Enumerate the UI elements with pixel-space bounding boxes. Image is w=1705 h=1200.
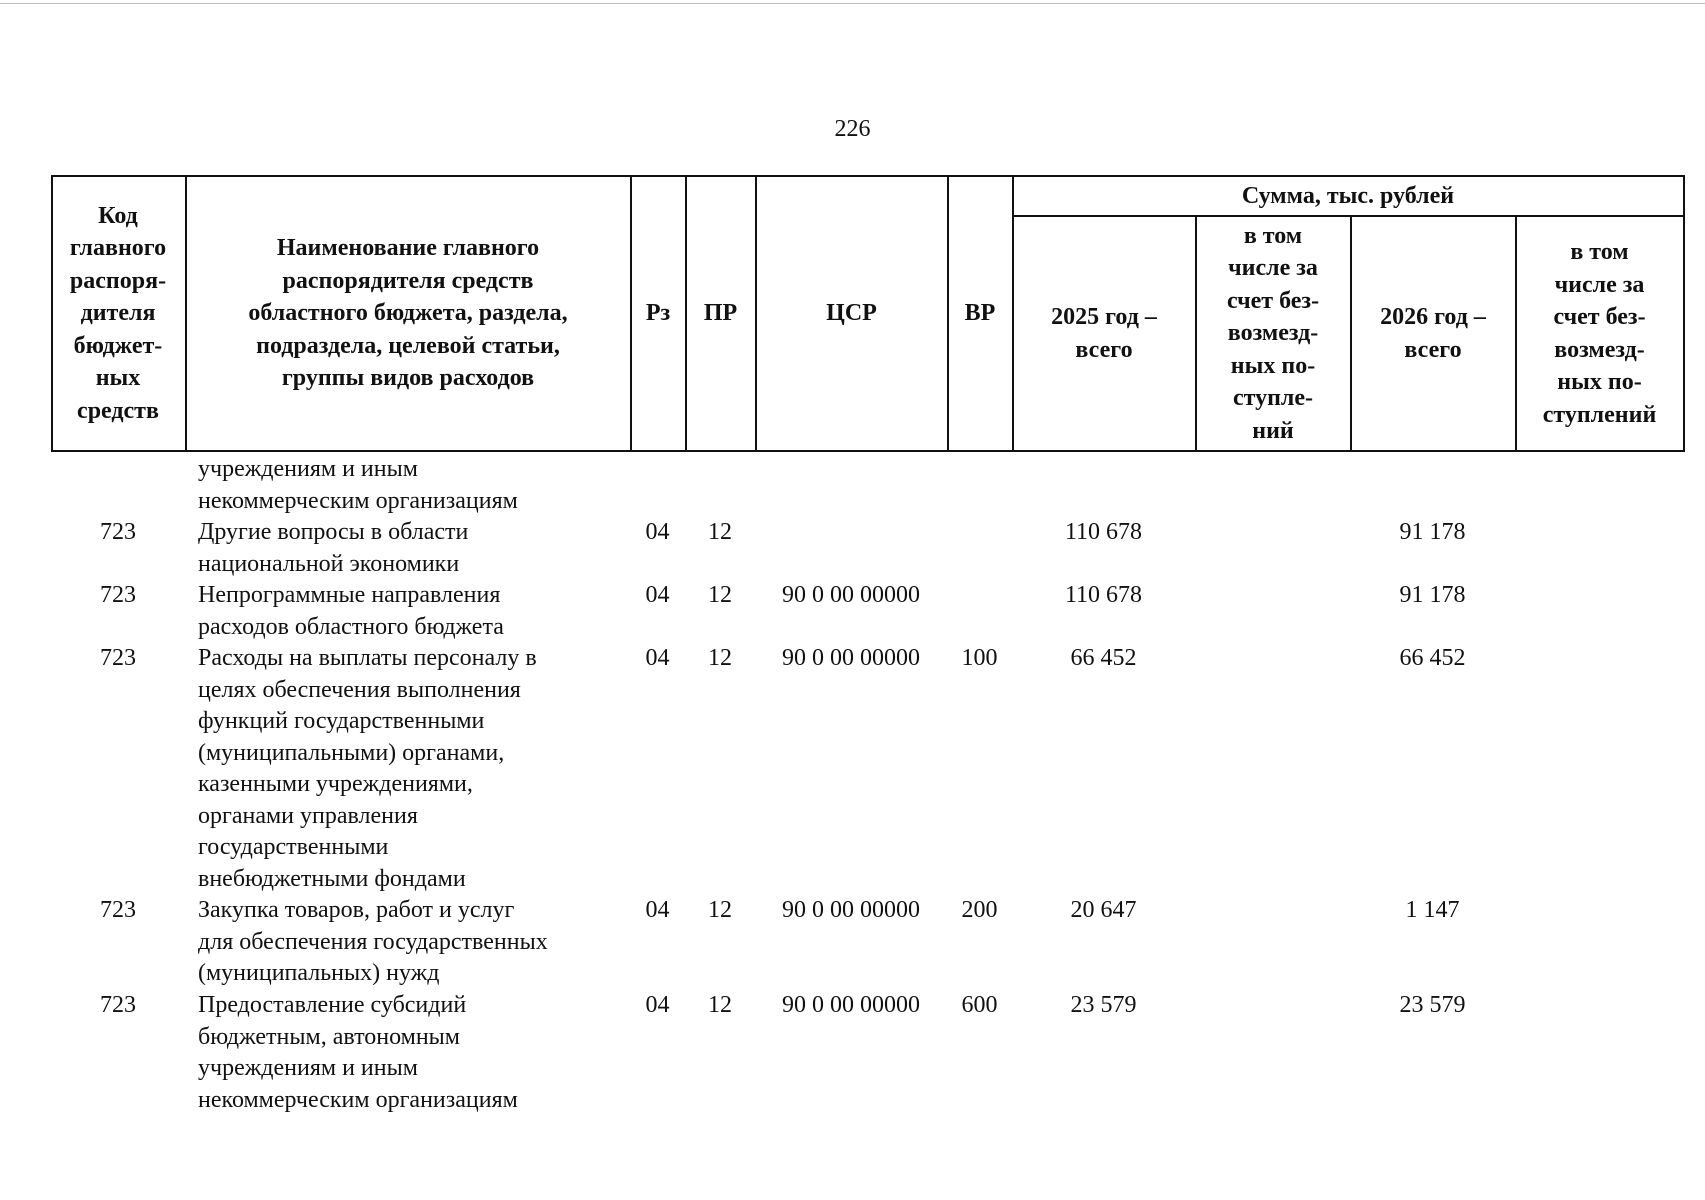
cell-2025-total: 110 678 bbox=[1064, 519, 1143, 545]
cell-2026-total: 66 452 bbox=[1399, 645, 1466, 671]
header-code: Код главного распоря- дителя бюджет- ных средств bbox=[69, 202, 167, 424]
cell-code: 723 bbox=[100, 519, 136, 545]
cell-rz: 04 bbox=[645, 897, 670, 923]
cell-pr: 12 bbox=[708, 519, 732, 545]
cell-rz: 04 bbox=[645, 992, 670, 1018]
header-2025-incl: в том числе за счет без- возмезд- ных по- ступле- ний bbox=[1226, 222, 1320, 444]
header-vr: ВР bbox=[964, 300, 996, 327]
header-rz: Рз bbox=[645, 300, 671, 327]
header-pr: ПР bbox=[703, 300, 738, 327]
cell-pr: 12 bbox=[708, 645, 732, 671]
cell-code: 723 bbox=[100, 992, 136, 1018]
cell-2025-total: 20 647 bbox=[1070, 897, 1137, 923]
carryover-text: учреждениям и иным некоммерческим организациям bbox=[198, 456, 518, 514]
cell-code: 723 bbox=[100, 582, 136, 608]
header-csr: ЦСР bbox=[826, 300, 877, 327]
cell-vr: 200 bbox=[961, 897, 998, 923]
header-2025-total: 2025 год – всего bbox=[1051, 304, 1157, 363]
cell-code: 723 bbox=[100, 645, 136, 671]
cell-2026-total: 91 178 bbox=[1399, 582, 1466, 608]
cell-rz: 04 bbox=[645, 582, 670, 608]
header-2026-incl: в том числе за счет без- возмезд- ных по- ступлений bbox=[1542, 239, 1657, 428]
cell-pr: 12 bbox=[708, 582, 732, 608]
header-2026-total: 2026 год – всего bbox=[1380, 304, 1486, 363]
cell-2026-total: 1 147 bbox=[1405, 897, 1460, 923]
cell-2025-total: 66 452 bbox=[1070, 645, 1137, 671]
cell-pr: 12 bbox=[708, 992, 732, 1018]
cell-name: Расходы на выплаты персоналу в целях обеспечения выполнения функций государственными (муниципальными) органами, казенными учреждениями, органами управления государственными внебюджетными фондами bbox=[198, 645, 537, 892]
header-sum: Сумма, тыс. рублей bbox=[1241, 182, 1455, 209]
cell-csr: 90 0 00 00000 bbox=[782, 645, 920, 671]
page-number: 226 bbox=[834, 116, 871, 142]
cell-2026-total: 91 178 bbox=[1399, 519, 1466, 545]
cell-2025-total: 23 579 bbox=[1070, 992, 1137, 1018]
cell-name: Непрограммные направления расходов областного бюджета bbox=[198, 582, 504, 640]
cell-csr: 90 0 00 00000 bbox=[782, 582, 920, 608]
cell-2025-total: 110 678 bbox=[1064, 582, 1143, 608]
cell-name: Предоставление субсидий бюджетным, автономным учреждениям и иным некоммерческим организациям bbox=[198, 992, 518, 1113]
cell-name: Закупка товаров, работ и услуг для обеспечения государственных (муниципальных) нужд bbox=[198, 897, 548, 986]
cell-2026-total: 23 579 bbox=[1399, 992, 1466, 1018]
cell-csr: 90 0 00 00000 bbox=[782, 897, 920, 923]
cell-vr: 600 bbox=[961, 992, 998, 1018]
cell-rz: 04 bbox=[645, 519, 670, 545]
cell-csr: 90 0 00 00000 bbox=[782, 992, 920, 1018]
scan-edge-line bbox=[0, 3, 1705, 4]
cell-rz: 04 bbox=[645, 645, 670, 671]
cell-vr: 100 bbox=[961, 645, 998, 671]
cell-code: 723 bbox=[100, 897, 136, 923]
cell-name: Другие вопросы в области национальной экономики bbox=[198, 519, 469, 577]
header-name: Наименование главного распорядителя средств областного бюджета, раздела, подраздела, целевой статьи, группы видов расходов bbox=[248, 235, 568, 392]
cell-pr: 12 bbox=[708, 897, 732, 923]
